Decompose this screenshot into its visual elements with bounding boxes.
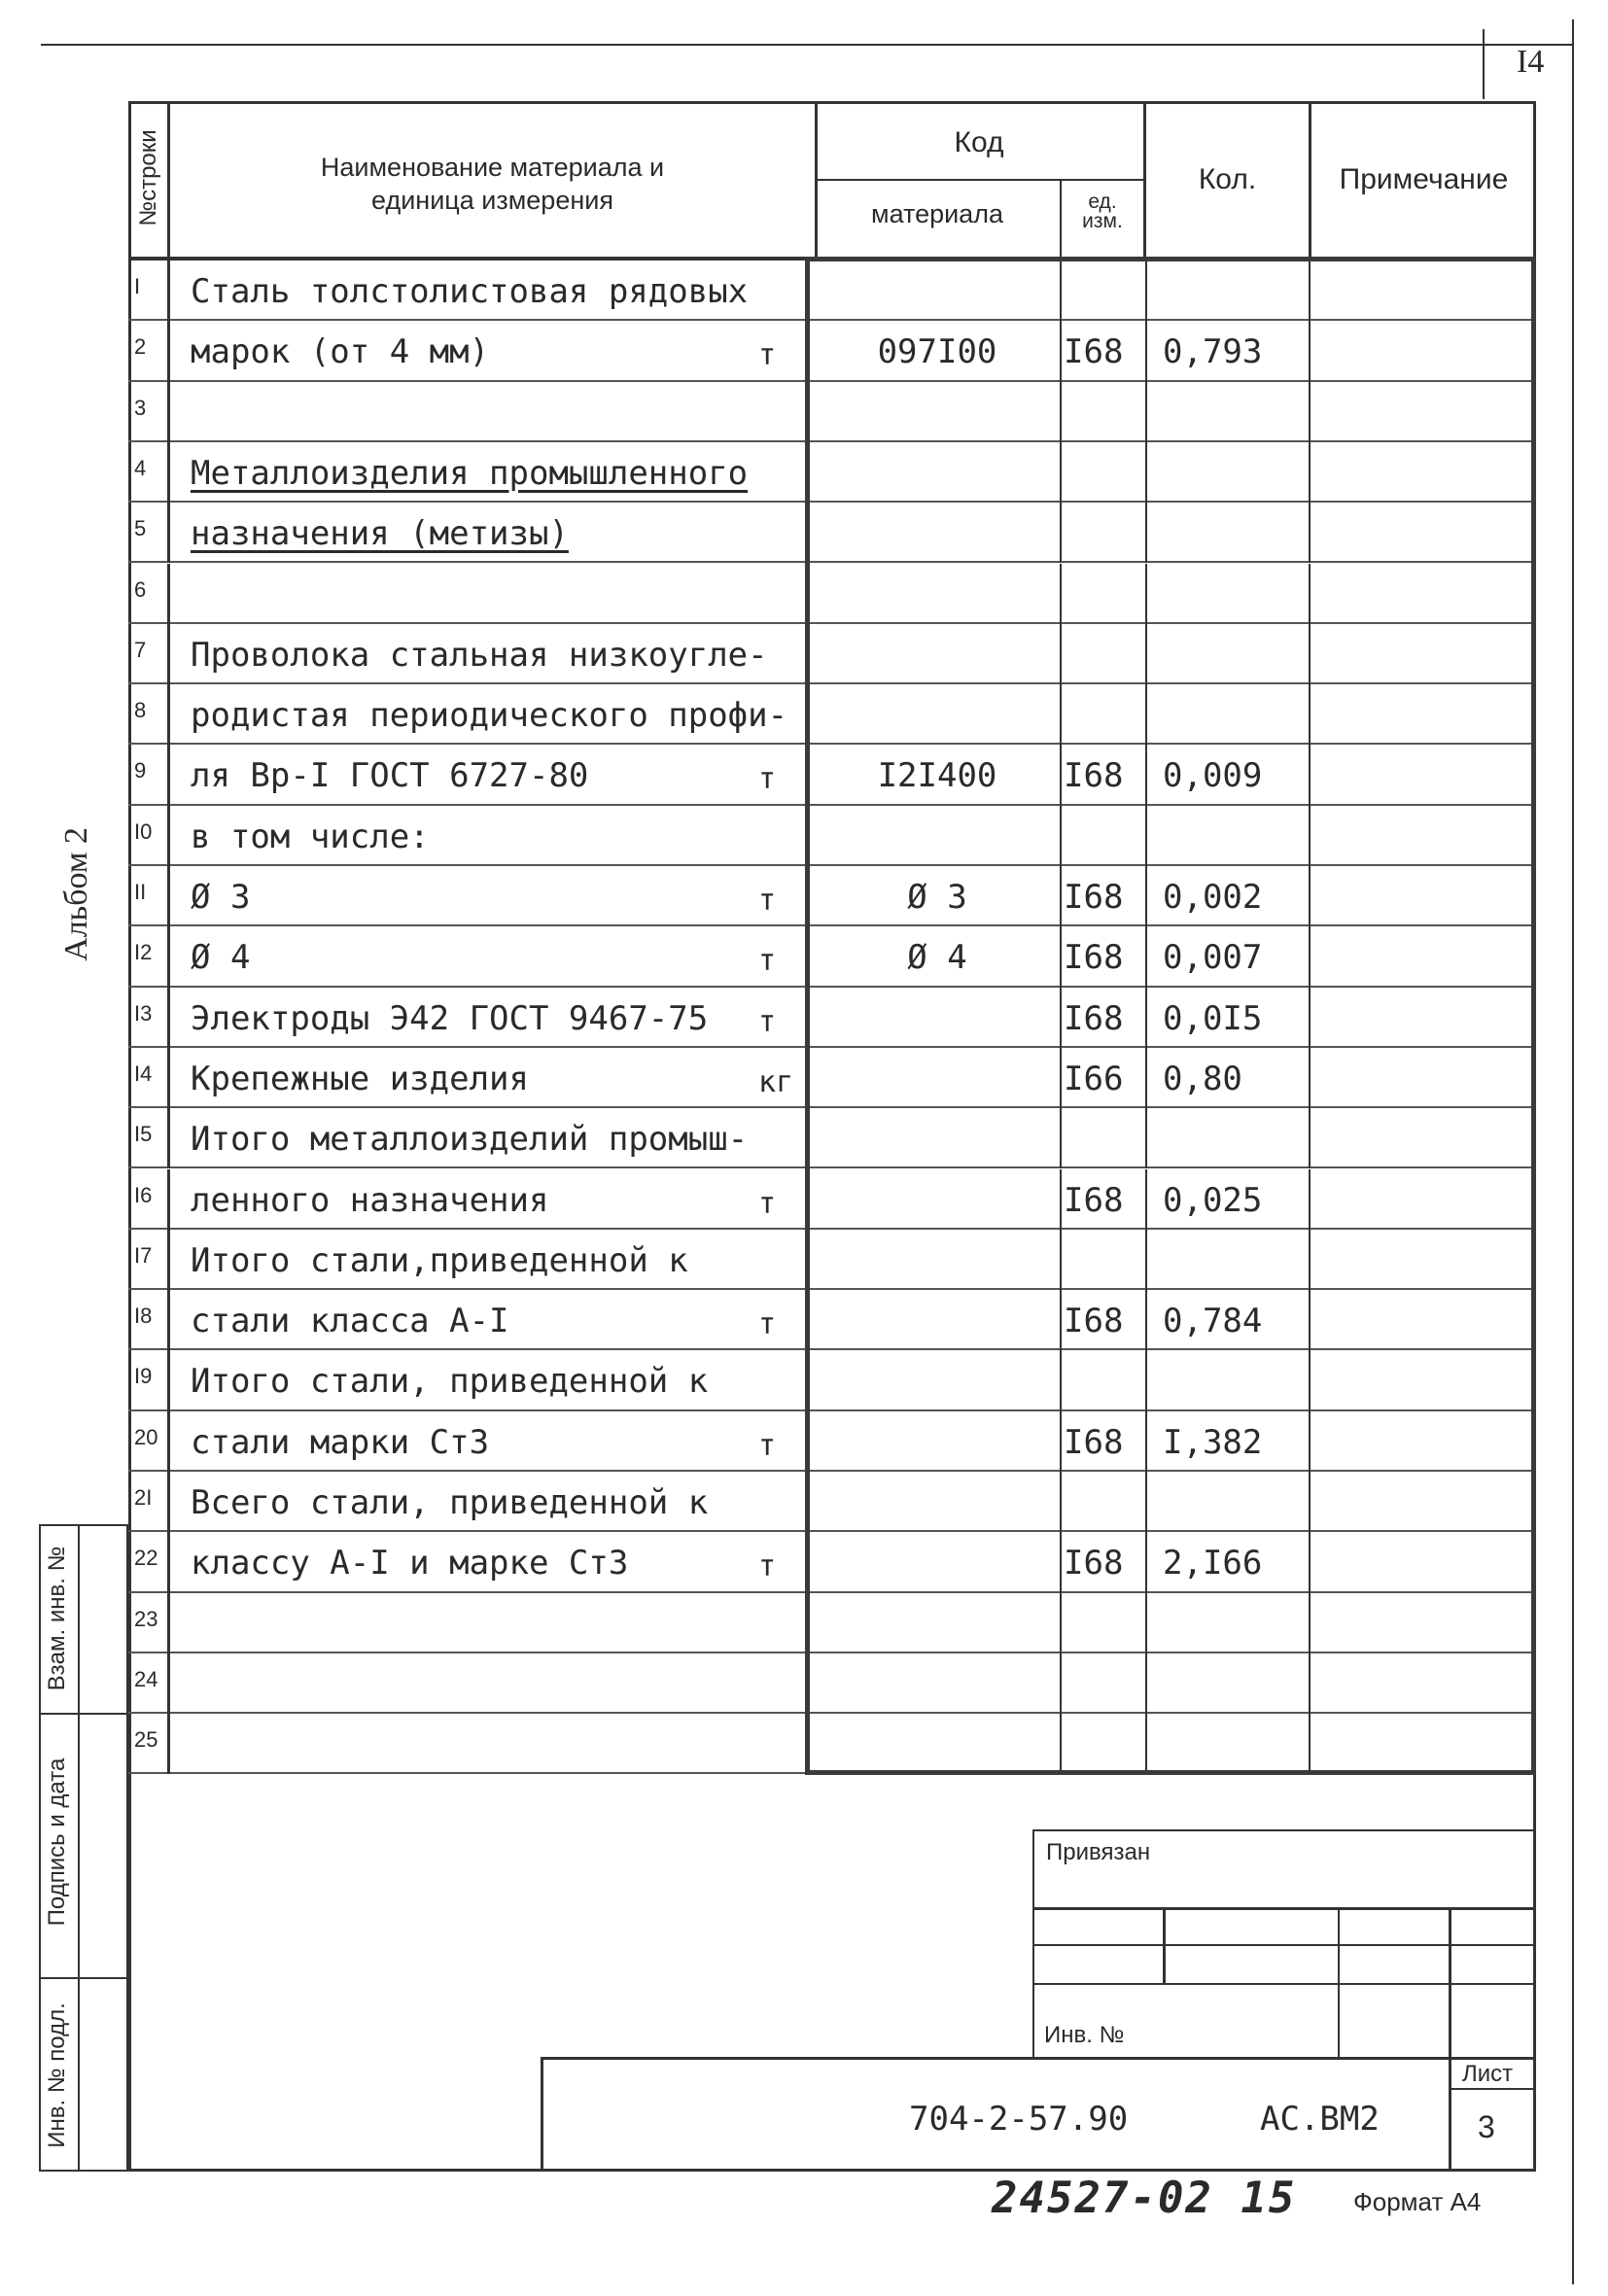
row-number: 20 bbox=[134, 1424, 158, 1449]
column-divider bbox=[167, 624, 170, 684]
row-number: 5 bbox=[134, 516, 147, 541]
column-divider bbox=[167, 1653, 170, 1714]
quantity: 0,007 bbox=[1163, 938, 1263, 978]
unit-code: I68 bbox=[1064, 1422, 1124, 1462]
row-number: 3 bbox=[134, 395, 147, 420]
stamp-rule-2 bbox=[1032, 1944, 1536, 1946]
material-name: стали класса А-I bbox=[191, 1302, 509, 1341]
column-divider bbox=[167, 1230, 170, 1290]
top-rule bbox=[41, 44, 1572, 46]
unit-label: кг bbox=[758, 1064, 794, 1099]
unit-label: т bbox=[758, 762, 777, 797]
title-block-top bbox=[541, 2057, 1536, 2060]
side-podpis: Подпись и дата bbox=[44, 1757, 70, 1927]
unit-code: I68 bbox=[1064, 1180, 1124, 1220]
title-block-left bbox=[541, 2057, 543, 2172]
quantity: 0,80 bbox=[1163, 1059, 1242, 1098]
header-note: Примечание bbox=[1339, 163, 1509, 195]
column-divider bbox=[167, 503, 170, 563]
column-divider bbox=[167, 1290, 170, 1350]
unit-label: т bbox=[758, 1428, 777, 1463]
side-stamp-rule-2 bbox=[39, 1977, 128, 1979]
row-number: I2 bbox=[134, 940, 153, 965]
column-divider bbox=[167, 745, 170, 805]
row-number: 25 bbox=[134, 1727, 158, 1753]
doc-designation: 704-2-57.90 bbox=[909, 2100, 1129, 2139]
unit-code: I68 bbox=[1064, 332, 1124, 372]
row-number: I5 bbox=[134, 1122, 153, 1147]
sheet-number: 3 bbox=[1478, 2109, 1495, 2144]
material-code: I2I400 bbox=[877, 756, 997, 796]
stamp-col-1 bbox=[1163, 1907, 1166, 1983]
row-number: I9 bbox=[134, 1364, 153, 1389]
unit-label: т bbox=[758, 1549, 777, 1584]
material-name: Итого стали,приведенной к bbox=[191, 1240, 688, 1280]
material-name: Ø 4 bbox=[191, 938, 251, 978]
stamp-col-3 bbox=[1449, 1907, 1451, 2172]
material-code: Ø 3 bbox=[907, 878, 967, 917]
page-number: I4 bbox=[1517, 44, 1545, 80]
sheet-label: Лист bbox=[1462, 2061, 1514, 2087]
column-divider bbox=[167, 1593, 170, 1653]
row-number: I7 bbox=[134, 1242, 153, 1268]
column-divider bbox=[167, 866, 170, 926]
column-divider bbox=[167, 261, 170, 321]
header-row-no: №строки bbox=[135, 129, 161, 226]
material-name: марок (от 4 мм) bbox=[191, 332, 490, 372]
material-name: Электроды Э42 ГОСТ 9467-75 bbox=[191, 998, 709, 1038]
column-divider bbox=[167, 321, 170, 381]
side-inv-podl: Инв. № подл. bbox=[44, 2002, 70, 2148]
quantity: 0,793 bbox=[1163, 332, 1263, 372]
unit-label: т bbox=[758, 1307, 777, 1342]
side-stamp-rule-1 bbox=[39, 1713, 128, 1715]
material-code: Ø 4 bbox=[907, 938, 967, 978]
material-name: в том числе: bbox=[191, 817, 430, 856]
header-name: Наименование материала и единица измерения bbox=[320, 153, 665, 215]
sheet-label-rule bbox=[1449, 2088, 1536, 2090]
column-divider bbox=[167, 1714, 170, 1774]
material-name: стали марки Ст3 bbox=[191, 1422, 490, 1462]
hdr-code-split bbox=[815, 179, 1143, 181]
handwritten-number: 24527-02 15 bbox=[992, 2174, 1297, 2223]
row-number: 9 bbox=[134, 758, 147, 783]
column-divider bbox=[167, 1532, 170, 1592]
column-divider bbox=[167, 564, 170, 624]
stamp-privyazan: Привязан bbox=[1046, 1839, 1151, 1865]
row-number: 8 bbox=[134, 698, 147, 723]
unit-code: I68 bbox=[1064, 1544, 1124, 1583]
row-number: 22 bbox=[134, 1546, 158, 1571]
unit-code: I66 bbox=[1064, 1059, 1124, 1098]
row-number: 4 bbox=[134, 455, 147, 480]
unit-label: т bbox=[758, 338, 777, 373]
column-divider bbox=[167, 684, 170, 745]
row-number: I3 bbox=[134, 1000, 153, 1026]
column-divider bbox=[167, 1169, 170, 1230]
material-name: назначения (метизы) bbox=[191, 514, 569, 554]
unit-label: т bbox=[758, 1186, 777, 1221]
header-material: материала bbox=[871, 199, 1003, 228]
unit-code: I68 bbox=[1064, 878, 1124, 917]
column-divider bbox=[167, 1472, 170, 1532]
stamp-rule-3 bbox=[1032, 1983, 1536, 1985]
material-name: ля Вр-I ГОСТ 6727-80 bbox=[191, 756, 589, 796]
row-number: I8 bbox=[134, 1304, 153, 1329]
stamp-rule-1 bbox=[1032, 1907, 1536, 1910]
column-divider bbox=[167, 1108, 170, 1168]
row-number: 7 bbox=[134, 637, 147, 662]
material-name: Итого металлоизделий промыш- bbox=[191, 1120, 749, 1160]
quantity: I,382 bbox=[1163, 1422, 1263, 1462]
doc-mark: АС.ВМ2 bbox=[1260, 2100, 1380, 2139]
column-divider bbox=[167, 1048, 170, 1108]
row-number: I4 bbox=[134, 1061, 153, 1086]
stamp-top bbox=[1032, 1829, 1536, 1831]
column-divider bbox=[167, 1350, 170, 1410]
page-number-divider bbox=[1483, 29, 1485, 99]
row-number: 2 bbox=[134, 334, 147, 360]
unit-label: т bbox=[758, 884, 777, 918]
quantity: 0,784 bbox=[1163, 1302, 1263, 1341]
unit-label: т bbox=[758, 1004, 777, 1039]
material-name: Металлоизделия промышленного bbox=[191, 453, 749, 493]
data-block-frame bbox=[805, 257, 1536, 1775]
stamp-col-2 bbox=[1338, 1907, 1340, 2059]
row-number: 23 bbox=[134, 1606, 158, 1631]
material-code: 097I00 bbox=[877, 332, 997, 372]
column-divider bbox=[167, 382, 170, 442]
right-edge-line bbox=[1572, 19, 1574, 2284]
quantity: 0,002 bbox=[1163, 878, 1263, 917]
material-name: Итого стали, приведенной к bbox=[191, 1362, 709, 1402]
quantity: 0,009 bbox=[1163, 756, 1263, 796]
column-divider bbox=[167, 442, 170, 503]
quantity: 0,025 bbox=[1163, 1180, 1263, 1220]
unit-code: I68 bbox=[1064, 756, 1124, 796]
material-name: родистая периодического профи- bbox=[191, 696, 788, 736]
side-vzam: Взам. инв. № bbox=[44, 1546, 70, 1691]
material-name: классу А-I и марке Ст3 bbox=[191, 1544, 629, 1583]
material-name: Сталь толстолистовая рядовых bbox=[191, 272, 749, 311]
material-name: Проволока стальная низкоугле- bbox=[191, 635, 768, 675]
column-divider bbox=[167, 1411, 170, 1472]
header-qty: Кол. bbox=[1198, 163, 1257, 195]
unit-code: I68 bbox=[1064, 938, 1124, 978]
row-number: 2I bbox=[134, 1485, 153, 1510]
side-album: Альбом 2 bbox=[58, 827, 94, 961]
material-name: Крепежные изделия bbox=[191, 1059, 529, 1098]
row-number: I0 bbox=[134, 818, 153, 844]
row-number: II bbox=[134, 880, 147, 904]
row-number: I bbox=[134, 274, 141, 298]
material-name: Всего стали, приведенной к bbox=[191, 1483, 709, 1522]
stamp-inv-no: Инв. № bbox=[1044, 2022, 1125, 2048]
unit-label: т bbox=[758, 944, 777, 979]
column-divider bbox=[167, 926, 170, 987]
unit-code: I68 bbox=[1064, 1302, 1124, 1341]
column-divider bbox=[167, 806, 170, 866]
material-name: Ø 3 bbox=[191, 878, 251, 917]
column-divider bbox=[167, 988, 170, 1048]
unit-code: I68 bbox=[1064, 998, 1124, 1038]
header-code: Код bbox=[954, 126, 1004, 158]
row-number: 24 bbox=[134, 1666, 158, 1691]
quantity: 0,0I5 bbox=[1163, 998, 1263, 1038]
header-unit: ед. изм. bbox=[1082, 191, 1123, 232]
row-number: 6 bbox=[134, 576, 147, 602]
format-label: Формат А4 bbox=[1353, 2187, 1482, 2216]
material-name: ленного назначения bbox=[191, 1180, 549, 1220]
side-stamp-divider bbox=[78, 1524, 80, 2172]
quantity: 2,I66 bbox=[1163, 1544, 1263, 1583]
row-number: I6 bbox=[134, 1182, 153, 1207]
